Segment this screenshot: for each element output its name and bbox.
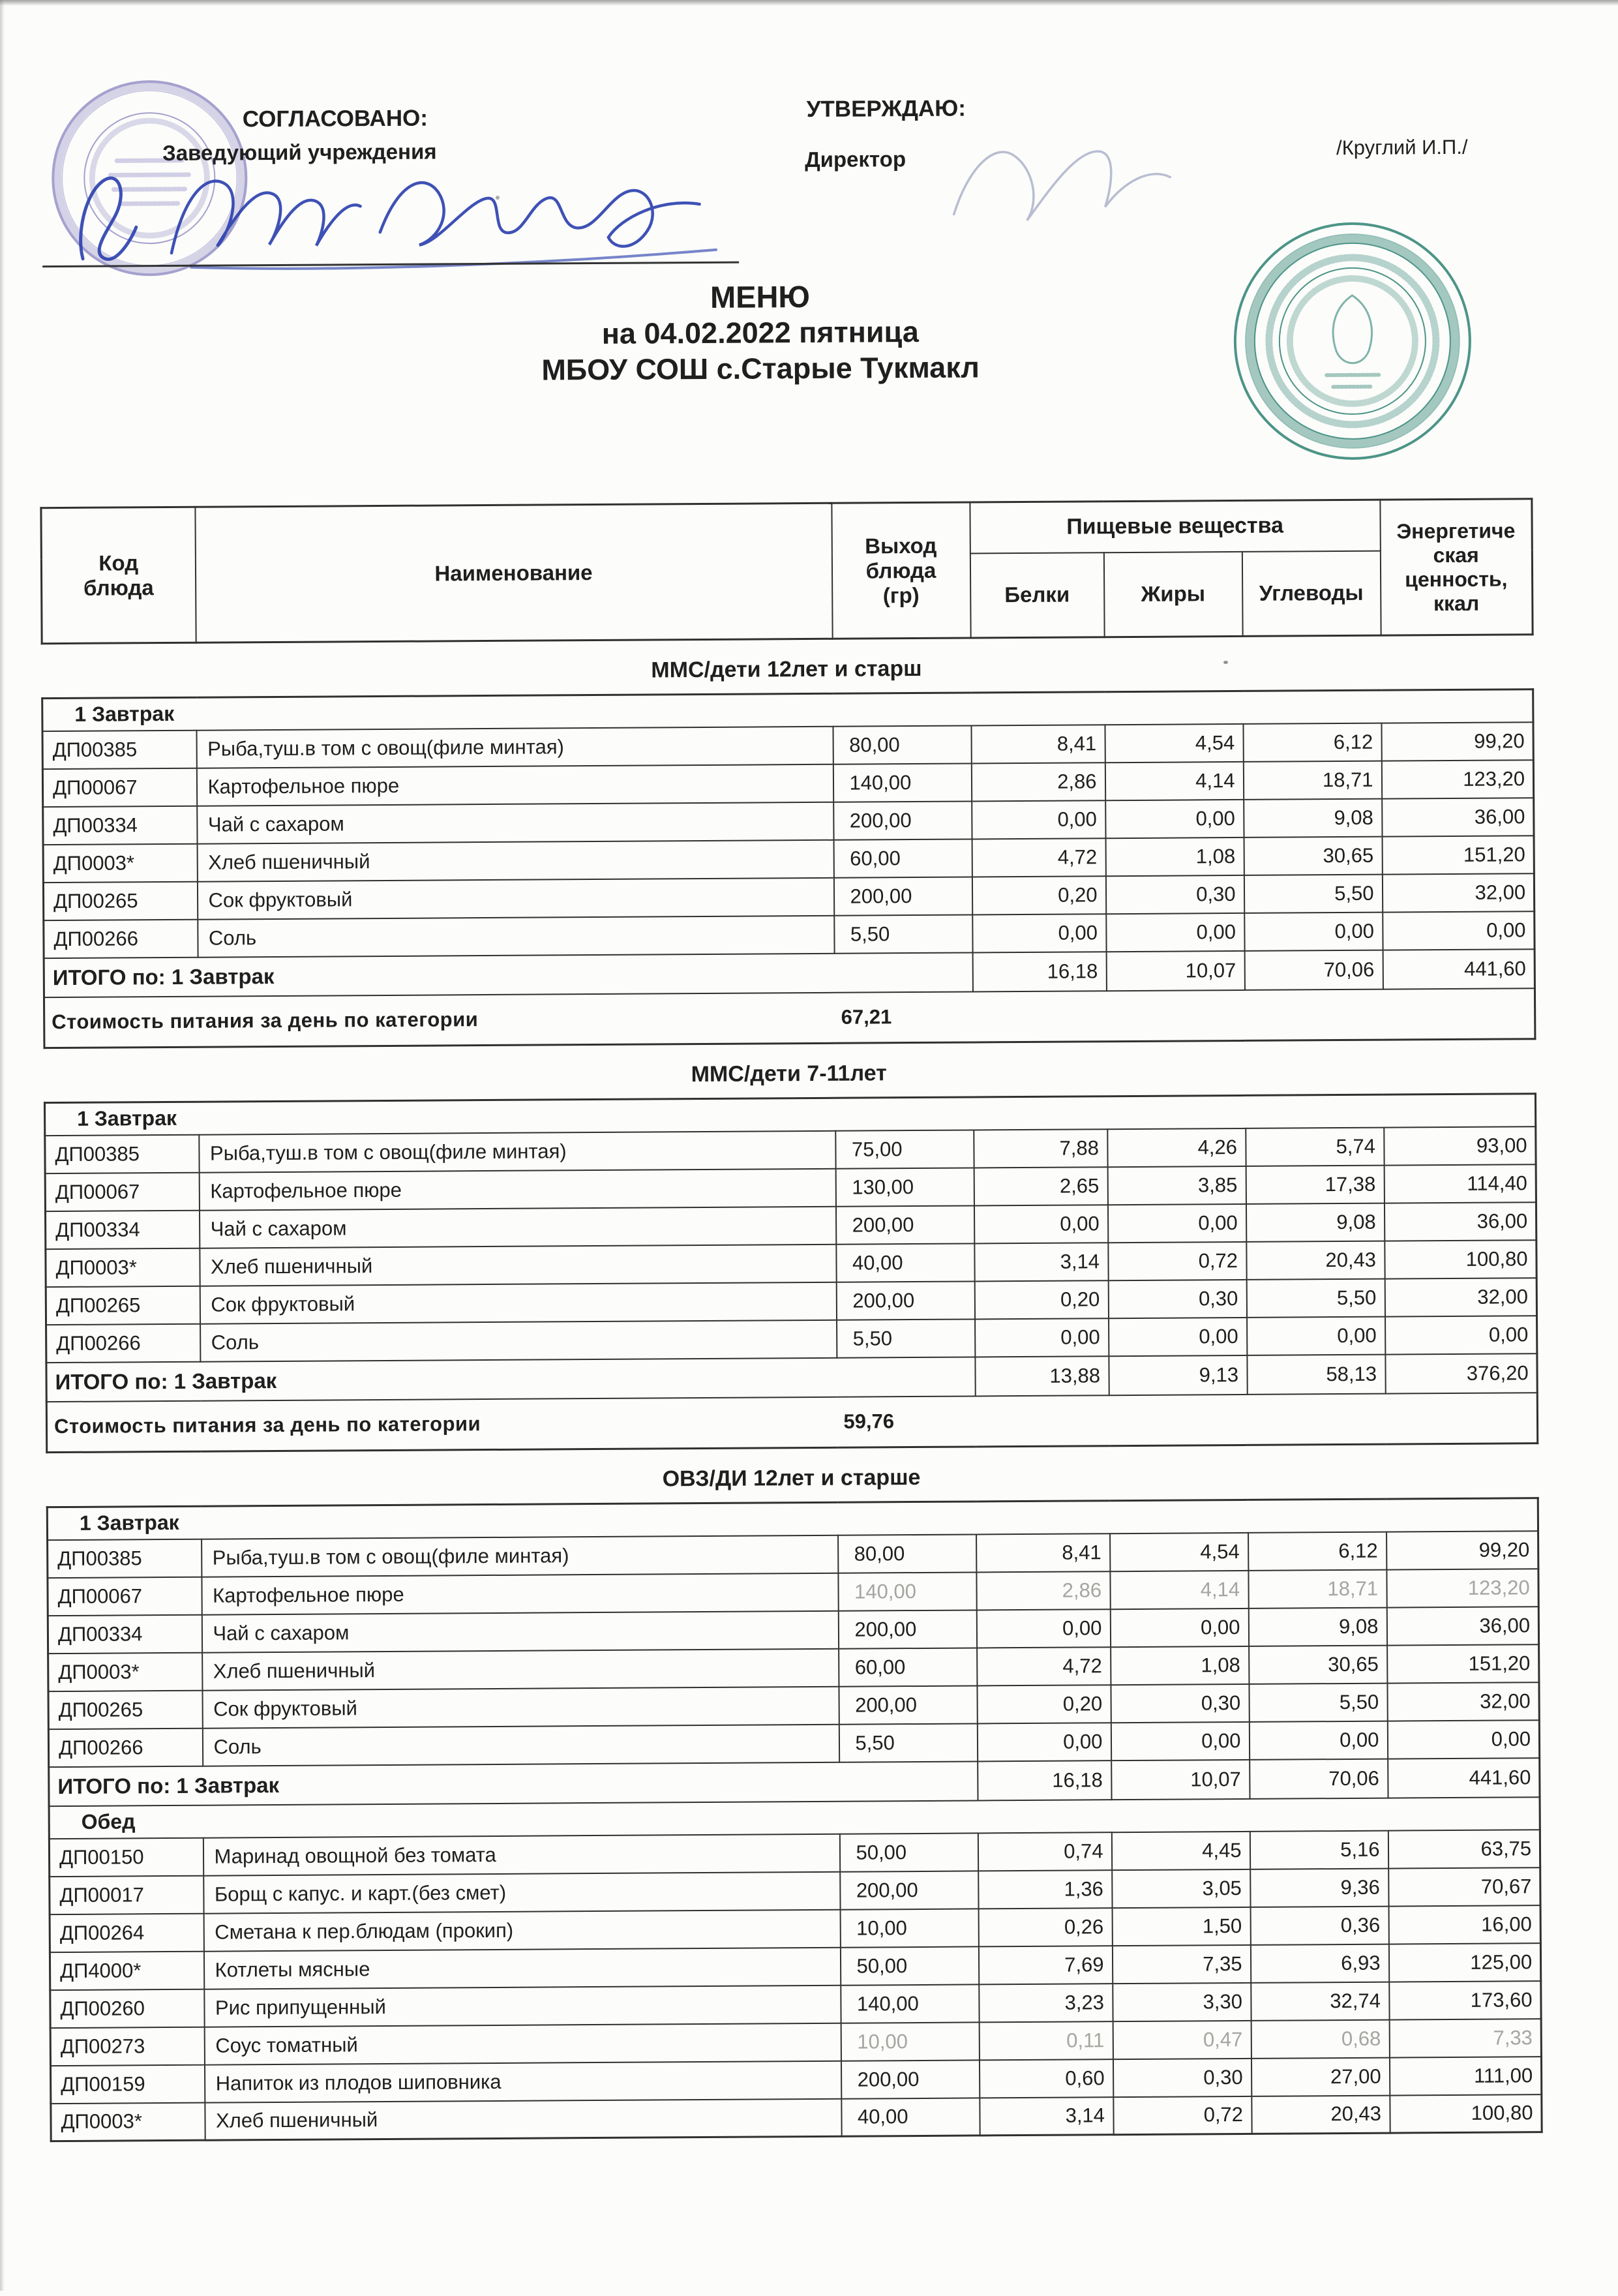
dish-protein: 0,20 [974, 1280, 1108, 1319]
menu-section [44, 1056, 1618, 1453]
section-table [41, 688, 1536, 1049]
agreed-label: СОГЛАСОВАНО: [242, 105, 428, 132]
signature-director [942, 128, 1190, 243]
dish-name: Сок фруктовый [202, 1686, 839, 1728]
dish-name: Соль [198, 915, 834, 957]
dish-name: Сок фруктовый [200, 1282, 836, 1323]
dish-carbs: 0,36 [1250, 1906, 1388, 1944]
dish-fat: 4,45 [1111, 1831, 1250, 1869]
dish-output: 80,00 [838, 1534, 976, 1573]
dish-carbs: 18,71 [1243, 761, 1381, 799]
dish-carbs: 9,08 [1246, 1203, 1384, 1241]
dish-protein: 0,00 [972, 800, 1105, 839]
scan-edge-left [0, 0, 5, 2291]
dish-protein: 0,11 [979, 2021, 1113, 2060]
dish-carbs: 6,12 [1243, 723, 1381, 761]
dish-output: 200,00 [841, 2060, 979, 2098]
dish-output: 10,00 [840, 1909, 978, 1947]
dish-output: 200,00 [839, 1685, 977, 1724]
dish-fat: 4,14 [1105, 761, 1243, 800]
dish-name: Напиток из плодов шиповника [204, 2061, 841, 2102]
col-header-fat: Жиры [1103, 551, 1242, 637]
dish-name: Рыба,туш.в том с овощ(филе минтая) [199, 1130, 835, 1172]
dish-code: ДП0003* [48, 1652, 202, 1691]
dish-energy: 0,00 [1385, 1316, 1537, 1354]
dish-energy: 123,20 [1381, 760, 1533, 798]
cost-empty-cell [972, 988, 1535, 1042]
daily-cost-row [44, 988, 1535, 1048]
total-label: ИТОГО по: 1 Завтрак [44, 952, 972, 997]
col-header-protein: Белки [970, 552, 1104, 638]
dish-protein: 2,86 [971, 763, 1105, 801]
cost-value: 59,76 [837, 1396, 975, 1447]
dish-protein: 3,14 [974, 1243, 1108, 1281]
dish-energy: 16,00 [1388, 1905, 1540, 1944]
dish-energy: 114,40 [1384, 1164, 1536, 1203]
scan-speck [496, 196, 500, 200]
dish-fat: 3,05 [1112, 1869, 1250, 1907]
dish-energy: 100,80 [1390, 2094, 1542, 2133]
dish-protein: 0,00 [974, 1205, 1107, 1243]
title-date: на 04.02.2022 пятница [601, 315, 919, 351]
col-header-code: Код блюда [41, 507, 196, 643]
dish-energy: 173,60 [1389, 1981, 1541, 2019]
meal-group-label: 1 Завтрак [42, 689, 1533, 731]
total-label: ИТОГО по: 1 Завтрак [49, 1761, 978, 1806]
dish-output: 5,50 [834, 914, 972, 953]
menu-section [41, 652, 1618, 1049]
dish-name: Хлеб пшеничный [205, 2098, 841, 2140]
dish-carbs: 5,50 [1246, 1278, 1385, 1317]
dish-carbs: 20,43 [1251, 2095, 1390, 2134]
dish-protein: 0,00 [972, 914, 1106, 952]
dish-fat: 0,47 [1113, 2020, 1251, 2059]
director-name: /Круглий И.П./ [1336, 135, 1468, 160]
dish-protein: 8,41 [971, 725, 1105, 763]
dish-fat: 4,14 [1110, 1570, 1248, 1609]
dish-code: ДП00334 [45, 1210, 199, 1248]
dish-code: ДП00260 [50, 1989, 204, 2027]
cost-value: 67,21 [834, 991, 972, 1043]
dish-output: 5,50 [837, 1319, 975, 1357]
dish-code: ДП00067 [42, 768, 196, 806]
col-header-output: Выход блюда (гр) [831, 502, 970, 639]
dish-protein: 7,88 [974, 1129, 1107, 1168]
dish-output: 200,00 [836, 1281, 974, 1320]
dish-code: ДП00150 [49, 1837, 203, 1876]
dish-energy: 111,00 [1389, 2057, 1541, 2095]
dish-output: 140,00 [833, 763, 971, 802]
dish-fat: 0,00 [1106, 913, 1244, 951]
total-protein: 16,18 [978, 1760, 1111, 1800]
dish-code: ДП00334 [48, 1614, 202, 1653]
dish-fat: 0,72 [1113, 2096, 1251, 2134]
dish-code: ДП00159 [50, 2064, 204, 2103]
dish-code: ДП00067 [45, 1172, 199, 1211]
dish-output: 60,00 [833, 839, 972, 877]
dish-protein: 8,41 [976, 1533, 1110, 1572]
cost-label: Стоимость питания за день по категории [46, 1397, 837, 1452]
approve-label: УТВЕРЖДАЮ: [806, 95, 966, 123]
dish-code: ДП00265 [43, 881, 197, 920]
total-energy: 441,60 [1383, 949, 1535, 989]
menu-column-headers [40, 498, 1533, 644]
section-caption: ММС/дети 12лет и старш [651, 656, 922, 683]
cost-empty-cell [975, 1393, 1538, 1447]
dish-code: ДП00265 [48, 1690, 202, 1729]
dish-output: 200,00 [833, 877, 972, 915]
title-school: МБОУ СОШ с.Старые Тукмакл [541, 350, 980, 387]
dish-energy: 36,00 [1382, 798, 1534, 836]
dish-fat: 1,08 [1105, 837, 1244, 875]
dish-carbs: 6,93 [1250, 1944, 1388, 1982]
dish-energy: 70,67 [1388, 1867, 1540, 1906]
dish-name: Картофельное пюре [199, 1168, 835, 1210]
total-carbs: 70,06 [1244, 950, 1383, 989]
dish-fat: 1,50 [1112, 1907, 1250, 1945]
scan-edge-top [0, 0, 1618, 6]
total-protein: 16,18 [972, 952, 1106, 991]
dish-energy: 93,00 [1384, 1126, 1536, 1165]
dish-protein: 3,14 [980, 2097, 1113, 2136]
dish-name: Соус томатный [204, 2023, 841, 2064]
dish-output: 10,00 [841, 2022, 979, 2061]
dish-output: 5,50 [839, 1723, 977, 1762]
dish-protein: 0,26 [978, 1908, 1112, 1946]
dish-carbs: 5,50 [1249, 1683, 1387, 1721]
dish-code: ДП0003* [51, 2102, 205, 2141]
dish-energy: 32,00 [1382, 873, 1534, 912]
dish-fat: 1,08 [1111, 1646, 1249, 1684]
menu-section [46, 1460, 1618, 2142]
dish-output: 60,00 [839, 1648, 977, 1686]
dish-energy: 32,00 [1387, 1682, 1539, 1721]
dish-protein: 4,72 [972, 838, 1105, 877]
dish-fat: 4,54 [1110, 1532, 1248, 1571]
dish-fat: 0,72 [1108, 1241, 1246, 1280]
dish-output: 50,00 [839, 1833, 978, 1871]
dish-carbs: 0,68 [1251, 2019, 1389, 2058]
dish-code: ДП0003* [43, 843, 197, 882]
col-header-carbs: Углеводы [1242, 551, 1381, 636]
dish-fat: 0,30 [1111, 1684, 1249, 1722]
title-menu: МЕНЮ [710, 279, 811, 314]
dish-energy: 99,20 [1386, 1531, 1538, 1569]
dish-fat: 0,30 [1108, 1279, 1246, 1318]
total-carbs: 58,13 [1247, 1354, 1385, 1394]
dish-energy: 125,00 [1388, 1943, 1540, 1982]
document-header [0, 0, 1616, 507]
dish-energy: 99,20 [1381, 722, 1533, 761]
dish-name: Котлеты мясные [203, 1947, 840, 1989]
total-carbs: 70,06 [1250, 1759, 1388, 1798]
dish-code: ДП00067 [48, 1577, 202, 1615]
dish-carbs: 5,50 [1244, 874, 1382, 913]
dish-protein: 2,86 [976, 1571, 1110, 1610]
cost-label: Стоимость питания за день по категории [44, 992, 834, 1048]
dish-carbs: 20,43 [1246, 1241, 1385, 1279]
dish-carbs: 27,00 [1251, 2057, 1389, 2096]
dish-code: ДП00017 [50, 1875, 203, 1914]
dish-energy: 151,20 [1382, 836, 1534, 874]
dish-name: Чай с сахаром [202, 1610, 838, 1652]
col-header-name: Наименование [195, 503, 832, 642]
dish-protein: 1,36 [978, 1870, 1112, 1909]
dish-protein: 0,00 [977, 1723, 1111, 1761]
dish-protein: 0,20 [977, 1685, 1111, 1723]
dish-output: 200,00 [838, 1610, 976, 1648]
dish-carbs: 0,00 [1244, 912, 1383, 950]
total-fat: 10,07 [1106, 950, 1244, 990]
dish-output: 200,00 [833, 801, 972, 839]
meal-group-label: Обед [49, 1797, 1540, 1839]
section-table [44, 1093, 1538, 1453]
dish-protein: 0,60 [979, 2059, 1113, 2098]
dish-code: ДП00273 [50, 2027, 204, 2065]
dish-code: ДП00266 [48, 1728, 202, 1766]
dish-fat: 0,00 [1105, 799, 1244, 838]
dish-fat: 0,30 [1113, 2058, 1251, 2096]
dish-name: Борщ с капус. и карт.(без смет) [203, 1871, 840, 1913]
dish-name: Чай с сахаром [199, 1206, 835, 1248]
dish-code: ДП00266 [46, 1323, 200, 1362]
dish-name: Рыба,туш.в том с овощ(филе минтая) [202, 1535, 838, 1577]
scan-speck [1223, 661, 1228, 664]
dish-carbs: 32,74 [1251, 1982, 1389, 2020]
meal-group-label: 1 Завтрак [44, 1094, 1535, 1136]
dish-code: ДП00266 [44, 919, 198, 958]
dish-energy: 32,00 [1385, 1278, 1536, 1316]
dish-name: Соль [200, 1320, 837, 1361]
dish-carbs: 6,12 [1248, 1532, 1386, 1570]
dish-energy: 151,20 [1387, 1644, 1539, 1683]
dish-name: Рыба,туш.в том с овощ(филе минтая) [196, 726, 833, 768]
dish-carbs: 0,00 [1247, 1316, 1385, 1355]
dish-output: 40,00 [836, 1243, 974, 1282]
dish-name: Хлеб пшеничный [202, 1648, 839, 1690]
dish-protein: 7,69 [978, 1946, 1112, 1984]
section-caption: ОВЗ/ДИ 12лет и старше [662, 1464, 921, 1492]
dish-fat: 0,00 [1111, 1721, 1249, 1760]
total-energy: 376,20 [1385, 1353, 1537, 1393]
dish-fat: 7,35 [1112, 1944, 1250, 1983]
dish-energy: 7,33 [1389, 2019, 1541, 2057]
dish-energy: 36,00 [1384, 1202, 1536, 1241]
section-table [46, 1497, 1543, 2142]
dish-name: Сметана к пер.блюдам (прокип) [203, 1909, 840, 1951]
dish-code: ДП00265 [46, 1286, 200, 1324]
col-header-energy: Энергетическая ценность, ккал [1380, 499, 1533, 635]
dish-energy: 100,80 [1385, 1240, 1536, 1278]
total-protein: 13,88 [975, 1356, 1109, 1396]
approve-role-label: Директор [805, 147, 906, 172]
dish-name: Маринад овощной без томата [203, 1834, 839, 1875]
dish-name: Рис припущенный [204, 1985, 841, 2027]
sections-container [41, 652, 1618, 2142]
dish-code: ДП4000* [50, 1951, 203, 1989]
agreed-role-label: Заведующий учреждения [162, 139, 437, 166]
dish-code: ДП00385 [48, 1539, 202, 1577]
dish-output: 40,00 [841, 2098, 980, 2136]
dish-energy: 63,75 [1388, 1830, 1540, 1868]
dish-protein: 0,20 [972, 876, 1105, 914]
dish-energy: 123,20 [1386, 1569, 1538, 1607]
dish-fat: 0,00 [1109, 1317, 1247, 1355]
dish-output: 130,00 [835, 1168, 974, 1206]
dish-name: Хлеб пшеничный [197, 839, 833, 881]
dish-protein: 0,74 [978, 1832, 1111, 1871]
meal-group-label: 1 Завтрак [47, 1498, 1538, 1540]
daily-cost-row [46, 1393, 1538, 1453]
dish-name: Хлеб пшеничный [200, 1244, 836, 1286]
dish-output: 50,00 [840, 1946, 978, 1985]
dish-name: Чай с сахаром [197, 802, 833, 843]
dish-output: 80,00 [833, 725, 971, 764]
section-caption: ММС/дети 7-11лет [691, 1061, 887, 1087]
dish-carbs: 9,36 [1250, 1868, 1388, 1907]
dish-carbs: 5,16 [1250, 1830, 1388, 1869]
dish-code: ДП00264 [50, 1913, 203, 1952]
dish-carbs: 9,08 [1248, 1607, 1386, 1646]
dish-fat: 3,85 [1107, 1166, 1246, 1204]
col-header-nutrients: Пищевые вещества [970, 500, 1380, 553]
total-energy: 441,60 [1388, 1758, 1540, 1798]
total-fat: 10,07 [1111, 1759, 1250, 1799]
dish-protein: 4,72 [977, 1647, 1111, 1685]
dish-protein: 0,00 [975, 1318, 1109, 1357]
dish-fat: 4,26 [1107, 1128, 1246, 1166]
dish-protein: 2,65 [974, 1167, 1107, 1205]
dish-name: Соль [202, 1724, 839, 1766]
dish-output: 75,00 [835, 1130, 974, 1168]
dish-output: 200,00 [835, 1205, 974, 1244]
dish-carbs: 9,08 [1244, 798, 1382, 837]
dish-energy: 0,00 [1387, 1720, 1539, 1759]
total-label: ИТОГО по: 1 Завтрак [46, 1357, 975, 1402]
dish-carbs: 5,74 [1246, 1127, 1384, 1166]
document-body [0, 497, 1618, 2142]
dish-fat: 0,00 [1107, 1203, 1246, 1242]
dish-carbs: 0,00 [1249, 1721, 1387, 1759]
dish-fat: 0,00 [1110, 1608, 1248, 1646]
dish-fat: 4,54 [1105, 723, 1243, 762]
dish-code: ДП00385 [42, 730, 196, 768]
dish-protein: 3,23 [979, 1984, 1113, 2022]
dish-name: Картофельное пюре [196, 764, 833, 806]
dish-name: Сок фруктовый [197, 877, 833, 919]
dish-name: Картофельное пюре [202, 1573, 838, 1614]
dish-carbs: 30,65 [1244, 836, 1382, 875]
dish-output: 140,00 [838, 1572, 976, 1610]
dish-fat: 3,30 [1113, 1982, 1251, 2021]
dish-energy: 0,00 [1383, 911, 1535, 950]
total-fat: 9,13 [1109, 1355, 1247, 1395]
dish-protein: 0,00 [976, 1609, 1110, 1648]
dish-energy: 36,00 [1386, 1607, 1538, 1645]
dish-fat: 0,30 [1105, 875, 1244, 913]
dish-carbs: 17,38 [1246, 1165, 1384, 1203]
dish-code: ДП00385 [45, 1134, 199, 1173]
dish-output: 200,00 [840, 1871, 978, 1909]
dish-output: 140,00 [841, 1984, 979, 2023]
dish-code: ДП00334 [43, 806, 197, 844]
document-title [0, 273, 1523, 391]
dish-carbs: 30,65 [1249, 1645, 1387, 1684]
dish-carbs: 18,71 [1248, 1569, 1386, 1608]
dish-code: ДП0003* [46, 1248, 200, 1286]
